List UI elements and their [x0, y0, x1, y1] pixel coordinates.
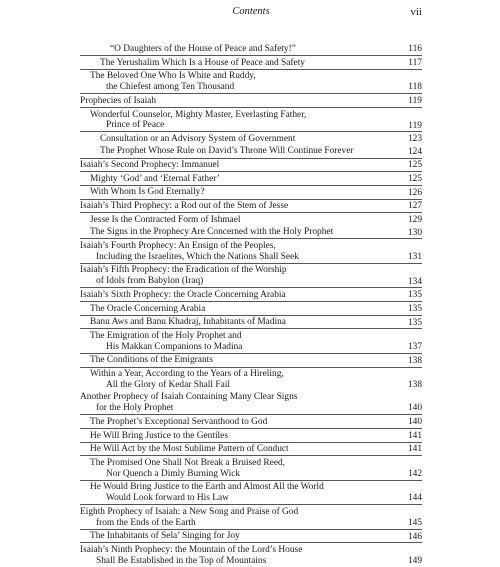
- toc-entry: [80, 392, 422, 415]
- toc-entry: [80, 96, 422, 108]
- toc-entry-title: of Idols from Babylon (Iraq): [96, 276, 204, 287]
- toc-entry-page: 145: [407, 517, 422, 528]
- toc-entry-title: Banu Aws and Banu Khadraj, Inhabitants of Madina: [90, 317, 286, 328]
- toc-entry: [80, 507, 422, 530]
- toc-entry-title: All the Glory of Kedar Shall Fail: [106, 379, 230, 390]
- toc-entry-page: 135: [407, 290, 422, 301]
- toc-entry-page: 119: [408, 120, 422, 131]
- toc-entry-title: Shall Be Established in the Top of Mountains: [96, 555, 267, 566]
- toc-entry-title: Another Prophecy of Isaiah Containing Many Clear Signs: [80, 392, 298, 403]
- page-number: vii: [410, 6, 422, 18]
- toc-entry: [80, 174, 422, 186]
- toc-entry: [80, 110, 422, 133]
- toc-entry-page: 118: [408, 82, 422, 93]
- toc-entry-title: The Inhabitants of Sela’ Singing for Joy: [90, 531, 240, 542]
- toc-entry-title: His Makkan Companions to Madina: [106, 341, 243, 352]
- toc-entry-title: He Will Act by the Most Sublime Pattern of Conduct: [90, 444, 289, 455]
- toc-entry-title: Isaiah’s Fifth Prophecy: the Eradication of the Worship: [80, 265, 287, 276]
- toc-entry-title: from the Ends of the Earth: [96, 517, 196, 528]
- toc-entry-page: 141: [407, 430, 422, 441]
- toc-entry-page: 131: [407, 252, 422, 263]
- toc-entry: [80, 482, 422, 505]
- toc-entry: [80, 146, 422, 158]
- toc-entry-title: The Prophet Whose Rule on David’s Throne Will Continue Forever: [100, 146, 354, 157]
- toc-entry-title: The Emigration of the Holy Prophet and: [90, 330, 242, 341]
- toc-entry-page: 123: [407, 134, 422, 145]
- toc-entry: [80, 458, 422, 481]
- toc-entry-title: the Chiefest among Ten Thousand: [106, 82, 235, 93]
- toc-entry: [80, 304, 422, 316]
- toc-entry-title: Isaiah’s Second Prophecy: Immanuel: [80, 160, 220, 171]
- toc-entry-title: Would Look forward to His Law: [106, 493, 229, 504]
- toc-entry-title: The Promised One Shall Not Break a Bruised Reed,: [90, 457, 286, 468]
- toc-entry: [80, 431, 422, 443]
- toc-entry-title: The Beloved One Who Is White and Ruddy,: [90, 71, 256, 82]
- toc-entry-title: The Conditions of the Emigrants: [90, 355, 213, 366]
- toc-entry: [80, 317, 422, 329]
- toc-entry-title: Isaiah’s Third Prophecy: a Rod out of the Stem of Jesse: [80, 201, 289, 212]
- toc-entry-title: The Yerushalim Which Is a House of Peace and Safety: [100, 57, 305, 68]
- toc-entry: [80, 215, 422, 226]
- toc-entry: [80, 417, 422, 429]
- toc-entry-title: for the Holy Prophet: [96, 403, 174, 414]
- toc-entry-title: He Would Bring Justice to the Earth and Almost All the World: [90, 482, 324, 493]
- toc-entry: [80, 444, 422, 456]
- toc-entry-title: Nor Quench a Dimly Burning Wick: [106, 468, 241, 479]
- toc-entry-page: 142: [407, 468, 422, 479]
- toc-entry: [80, 355, 422, 367]
- toc-entry: [80, 44, 422, 56]
- toc-entry-page: 141: [407, 444, 422, 455]
- toc-entry: [80, 545, 422, 567]
- toc-entry: [80, 265, 422, 288]
- toc-entry-page: 117: [408, 57, 422, 68]
- table-of-contents: [80, 44, 422, 567]
- toc-entry-title: With Whom Is God Eternally?: [90, 187, 205, 198]
- toc-entry-title: Consultation or an Advisory System of Government: [100, 134, 296, 145]
- toc-entry-title: The Signs in the Prophecy Are Concerned with the Holy Prophet: [90, 227, 334, 238]
- toc-entry: [80, 187, 422, 199]
- toc-entry-title: Eighth Prophecy of Isaiah: a New Song and Praise of God: [80, 506, 299, 517]
- running-title: Contents: [232, 6, 270, 17]
- toc-entry-page: 129: [407, 214, 422, 225]
- toc-entry: [80, 58, 422, 70]
- toc-entry-page: 149: [407, 555, 422, 566]
- toc-entry-page: 126: [407, 187, 422, 198]
- toc-entry-title: Isaiah’s Ninth Prophecy: the Mountain of the Lord’s House: [80, 545, 303, 556]
- toc-entry-page: 134: [407, 276, 422, 287]
- toc-entry: [80, 241, 422, 264]
- toc-entry-page: 119: [408, 96, 422, 107]
- toc-entry-title: “O Daughters of the House of Peace and Safety!”: [110, 44, 296, 54]
- toc-entry-page: 138: [407, 379, 422, 390]
- toc-entry-title: Isaiah’s Fourth Prophecy: An Ensign of the Peoples,: [80, 240, 276, 251]
- toc-entry-page: 135: [407, 317, 422, 328]
- toc-entry: [80, 369, 422, 391]
- toc-entry-title: The Prophet’s Exceptional Servanthood to God: [90, 416, 268, 427]
- toc-entry-page: 140: [407, 417, 422, 428]
- toc-entry-page: 116: [408, 44, 422, 55]
- toc-entry-page: 140: [407, 403, 422, 414]
- toc-entry-page: 137: [407, 342, 422, 353]
- toc-entry-title: Jesse Is the Contracted Form of Ishmael: [90, 214, 241, 225]
- toc-entry: [80, 134, 422, 145]
- toc-entry: [80, 290, 422, 302]
- toc-entry-page: 144: [407, 493, 422, 504]
- toc-entry-title: The Oracle Concerning Arabia: [90, 303, 206, 314]
- toc-entry-title: Wonderful Counselor, Mighty Master, Everlasting Father,: [90, 109, 307, 120]
- toc-entry-page: 130: [407, 227, 422, 238]
- toc-entry-title: Prophecies of Isaiah: [80, 95, 157, 106]
- toc-entry: [80, 531, 422, 543]
- toc-entry: [80, 331, 422, 354]
- toc-entry-page: 135: [407, 303, 422, 314]
- toc-entry-page: 125: [407, 174, 422, 185]
- running-header: [80, 4, 422, 26]
- toc-entry-page: 127: [407, 201, 422, 212]
- toc-entry-page: 125: [407, 160, 422, 171]
- toc-entry: [80, 227, 422, 239]
- toc-entry-page: 138: [407, 355, 422, 366]
- toc-entry-title: Mighty ‘God’ and ‘Eternal Father’: [90, 173, 220, 184]
- toc-entry-page: 124: [407, 146, 422, 157]
- toc-entry: [80, 71, 422, 94]
- toc-entry-title: Prince of Peace: [106, 120, 165, 131]
- toc-entry: [80, 160, 422, 172]
- toc-entry-title: He Will Bring Justice to the Gentiles: [90, 430, 228, 441]
- toc-entry: [80, 201, 422, 213]
- toc-entry-title: Isaiah’s Sixth Prophecy: the Oracle Concerning Arabia: [80, 289, 286, 300]
- toc-entry-page: 146: [407, 531, 422, 542]
- toc-entry-title: Including the Israelites, Which the Nations Shall Seek: [96, 251, 299, 262]
- toc-entry-title: Within a Year, According to the Years of a Hireling,: [90, 369, 284, 380]
